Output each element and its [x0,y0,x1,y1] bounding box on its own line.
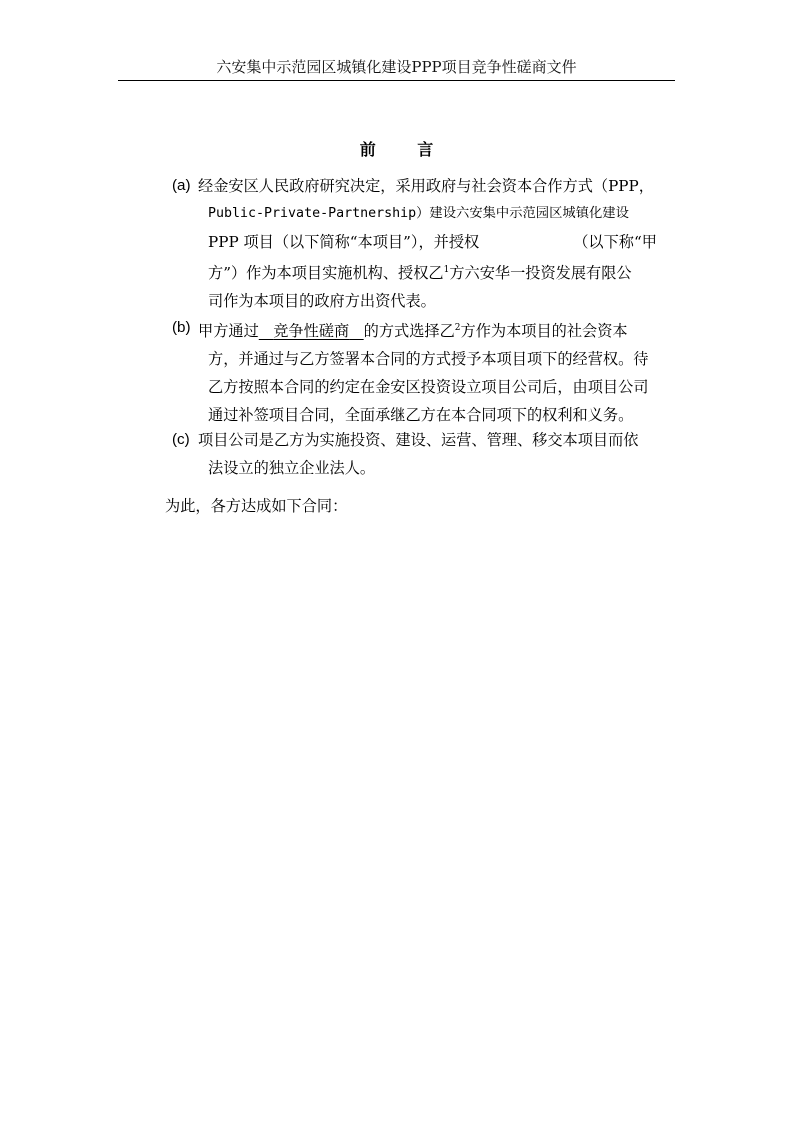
clause-b-line-4: 通过补签项目合同，全面承继乙方在本合同项下的权利和义务。 [208,406,634,424]
clause-a-line-4 [172,256,692,287]
procurement-method [259,322,364,340]
clause-b [172,314,692,429]
footnote-ref-2[interactable]: 2 [454,323,461,333]
clause-b-line-1 [172,314,692,345]
clause-a-line-3 [172,228,692,256]
clause-c-line-2: 法设立的独立企业法人。 [208,459,376,477]
clause-b-line-1-end: 方作为本项目的社会资本 [460,322,628,340]
clause-marker-a: (a) [172,177,191,194]
clause-a-line-3-end: （以下称“甲 [573,233,657,251]
clause-b-line-2: 方，并通过与乙方签署本合同的方式授予本项目项下的经营权。待 [208,350,649,368]
clause-marker-b: (b) [172,319,191,336]
clause-a [172,172,692,315]
clause-a-line-5: 司作为本项目的政府方出资代表。 [208,292,436,310]
clause-b-line-1-start: 甲方通过 [198,322,259,340]
footnote-ref-1[interactable]: 1 [443,265,450,275]
clause-c-line-1: 项目公司是乙方为实施投资、建设、运营、管理、移交本项目而依 [198,431,639,449]
clause-b-line-3: 乙方按照本合同的约定在金安区投资设立项目公司后，由项目公司 [208,378,649,396]
clause-a-line-4-start: 方”）作为本项目实施机构、授权乙 [208,264,444,282]
section-title: 前 言 [359,140,452,159]
clause-c [172,426,692,482]
procurement-method-text: 竞争性磋商 [273,322,350,340]
closing-statement: 为此，各方达成如下合同： [165,497,348,515]
header-divider [118,80,675,81]
clause-a-line-4-end: 方六安华一投资发展有限公 [449,264,632,282]
clause-a-line-2: Public-Private-Partnership）建设六安集中示范园区城镇化建设 [208,206,629,221]
clause-marker-c: (c) [172,431,190,448]
clause-b-line-1-mid: 的方式选择乙 [363,322,455,340]
clause-a-line-3-start: PPP 项目（以下简称“本项目”），并授权 [208,233,480,251]
clause-a-line-1: 经金安区人民政府研究决定，采用政府与社会资本合作方式（PPP， [198,177,654,195]
page-header: 六安集中示范园区城镇化建设PPP项目竞争性磋商文件 [216,58,577,76]
